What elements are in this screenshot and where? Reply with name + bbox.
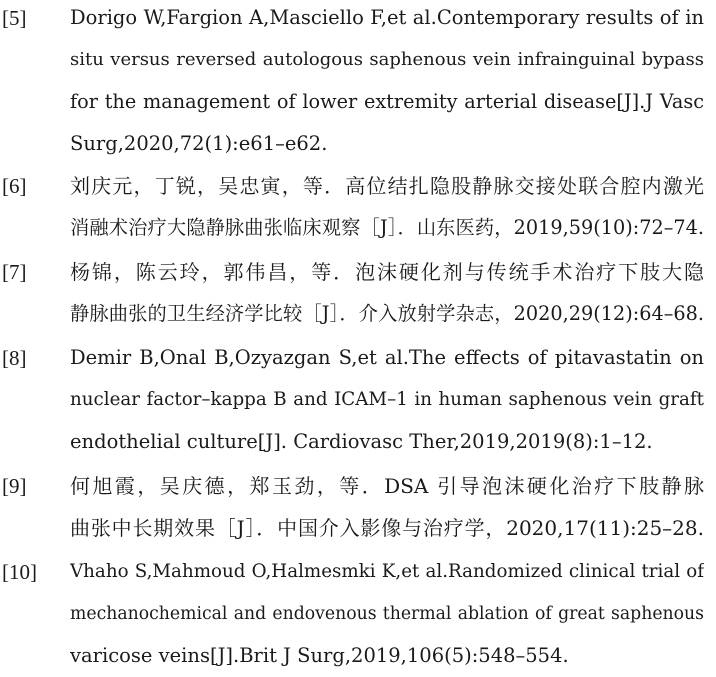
reference-number: [8] <box>2 346 27 370</box>
reference-text-line: Dorigo W,Fargion A,Masciello F,et al.Contemporary results of in <box>70 6 704 29</box>
reference-text-line: Surg,2020,72(1):e61–e62. <box>70 132 328 155</box>
reference-number: [9] <box>2 474 27 498</box>
reference-text-line: mechanochemical and endovenous thermal ablation of great saphenous <box>70 604 704 624</box>
reference-text-line: nuclear factor–kappa B and ICAM–1 in human saphenous vein graft <box>70 389 704 410</box>
reference-number: [6] <box>2 174 27 198</box>
reference-text-line: situ versus reversed autologous saphenous vein infrainguinal bypass <box>70 49 704 70</box>
reference-number: [5] <box>2 6 27 30</box>
reference-text-line: for the management of lower extremity arterial disease[J].J Vasc <box>70 90 704 113</box>
reference-text-line: 消融术治疗大隐静脉曲张临床观察［J］．山东医药，2019,59(10):72–74. <box>70 216 704 239</box>
reference-number: [10] <box>2 560 37 584</box>
reference-text-line: Vhaho S,Mahmoud O,Halmesmki K,et al.Randomized clinical trial of <box>70 561 704 582</box>
reference-text-line: 静脉曲张的卫生经济学比较［J］．介入放射学杂志，2020,29(12):64–68. <box>70 302 704 325</box>
reference-text-line: 曲张中长期效果［J］．中国介入影像与治疗学，2020,17(11):25–28. <box>70 516 704 540</box>
reference-text-line: varicose veins[J].Brit J Surg,2019,106(5):548–554. <box>70 644 569 667</box>
reference-number: [7] <box>2 260 27 284</box>
reference-text-line: 杨锦，陈云玲，郭伟昌，等．泡沫硬化剂与传统手术治疗下肢大隐 <box>70 260 704 284</box>
reference-text-line: Demir B,Onal B,Ozyazgan S,et al.The effects of pitavastatin on <box>70 346 704 369</box>
reference-text-line: endothelial culture[J]. Cardiovasc Ther,2019,2019(8):1–12. <box>70 430 653 453</box>
reference-text-line: 刘庆元，丁锐，吴忠寅，等．高位结扎隐股静脉交接处联合腔内激光 <box>70 174 704 198</box>
reference-text-line: 何旭霞，吴庆德，郑玉劲，等．DSA 引导泡沫硬化治疗下肢静脉 <box>70 474 704 498</box>
